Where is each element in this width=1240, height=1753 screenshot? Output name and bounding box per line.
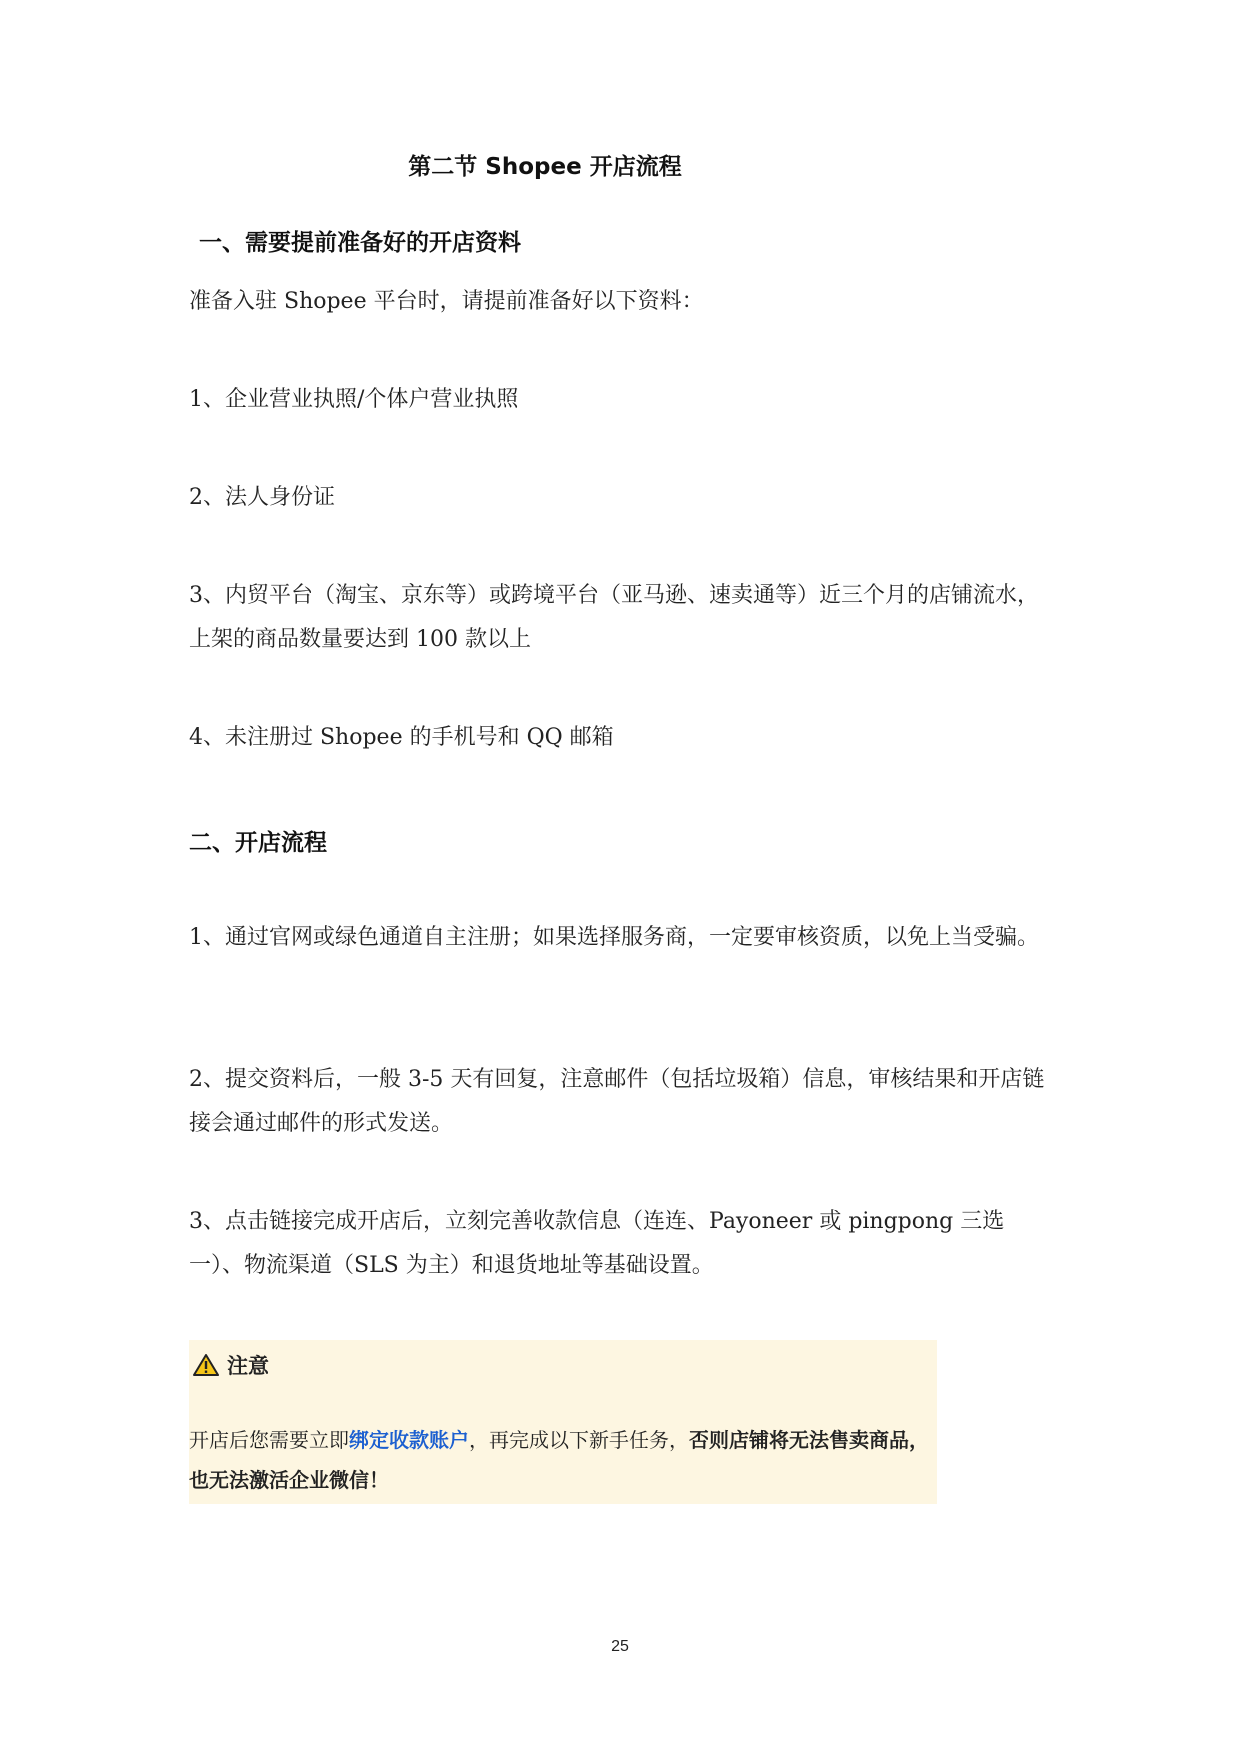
- list-item-4: 4、未注册过 Shopee 的手机号和 QQ 邮箱: [189, 725, 614, 750]
- page-number: 25: [611, 1638, 629, 1655]
- step-item-2: 2、提交资料后，一般 3-5 天有回复，注意邮件（包括垃圾箱）信息，审核结果和开店链接会通过邮件的形式发送。: [189, 1067, 1045, 1136]
- step-item-3: 3、点击链接完成开店后，立刻完善收款信息（连连、Payoneer 或 pingpong 三选一）、物流渠道（SLS 为主）和退货地址等基础设置。: [189, 1209, 1005, 1278]
- list-item-1: 1、企业营业执照/个体户营业执照: [189, 387, 519, 412]
- notice-text-middle: ，再完成以下新手任务，: [469, 1428, 689, 1452]
- section-1-heading: 一、需要提前准备好的开店资料: [199, 230, 521, 256]
- step-item-1: 1、通过官网或绿色通道自主注册；如果选择服务商，一定要审核资质，以免上当受骗。: [189, 925, 1039, 950]
- notice-text: [189, 1420, 929, 1500]
- list-item-3: 3、内贸平台（淘宝、京东等）或跨境平台（亚马逊、速卖通等）近三个月的店铺流水，上架的商品数量要达到 100 款以上: [189, 583, 1039, 652]
- warning-triangle-icon: [193, 1353, 219, 1377]
- bind-payment-account-link[interactable]: 绑定收款账户: [349, 1428, 469, 1452]
- page-title: 第二节 Shopee 开店流程: [408, 154, 682, 180]
- section-1-intro: 准备入驻 Shopee 平台时，请提前准备好以下资料：: [189, 289, 704, 314]
- list-item-2: 2、法人身份证: [189, 485, 335, 510]
- notice-text-before: 开店后您需要立即: [189, 1428, 349, 1452]
- notice-label: 注意: [227, 1354, 269, 1378]
- notice-header: [193, 1350, 269, 1380]
- section-2-heading: 二、开店流程: [189, 830, 327, 856]
- notice-warning-text: 否则店铺将无法售卖商品，也无法激活企业微信！: [189, 1428, 929, 1492]
- notice-box: [189, 1340, 937, 1504]
